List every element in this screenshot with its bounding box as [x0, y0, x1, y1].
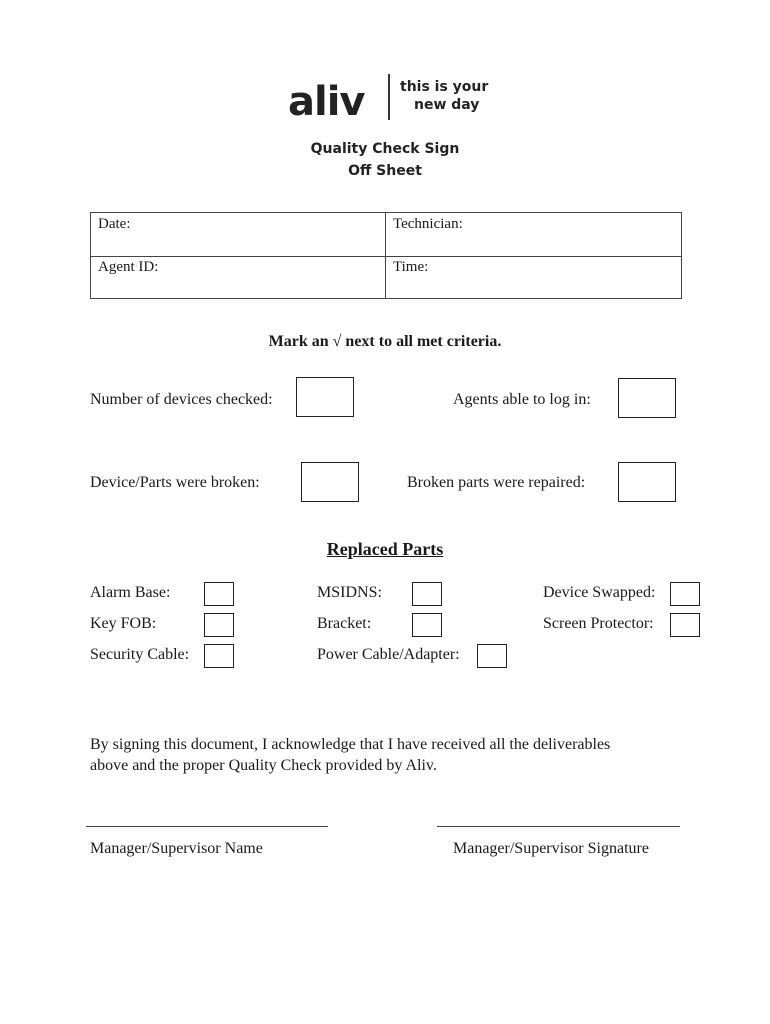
- msidns-label: MSIDNS:: [317, 584, 382, 601]
- screen-protector-label: Screen Protector:: [543, 615, 654, 632]
- devices-checked-label: Number of devices checked:: [90, 391, 273, 408]
- technician-field[interactable]: Technician:: [393, 216, 463, 232]
- device-swapped-label: Device Swapped:: [543, 584, 656, 601]
- logo-tagline: [400, 78, 488, 114]
- screen-protector-checkbox[interactable]: [670, 613, 700, 637]
- security-cable-checkbox[interactable]: [204, 644, 234, 668]
- agents-log-in-label: Agents able to log in:: [453, 391, 591, 408]
- parts-broken-box[interactable]: [301, 462, 359, 502]
- logo-divider: [388, 74, 390, 120]
- power-cable-label: Power Cable/Adapter:: [317, 646, 460, 663]
- parts-repaired-label: Broken parts were repaired:: [407, 474, 586, 491]
- acknowledgement-line2: above and the proper Quality Check provided by Aliv.: [90, 757, 437, 774]
- page-title-line2: Off Sheet: [348, 163, 422, 179]
- alarm-base-label: Alarm Base:: [90, 584, 171, 601]
- power-cable-checkbox[interactable]: [477, 644, 507, 668]
- security-cable-label: Security Cable:: [90, 646, 190, 663]
- signature-line[interactable]: [437, 826, 680, 827]
- instruction-text: Mark an √ next to all met criteria.: [268, 333, 502, 350]
- parts-broken-label: Device/Parts were broken:: [90, 474, 260, 491]
- devices-checked-box[interactable]: [296, 377, 354, 417]
- replaced-parts-heading: Replaced Parts: [326, 539, 444, 559]
- logo-tagline-line2: new day: [414, 97, 480, 113]
- page-title-line1: Quality Check Sign: [310, 141, 460, 157]
- key-fob-label: Key FOB:: [90, 615, 157, 632]
- date-field[interactable]: Date:: [98, 216, 131, 232]
- bracket-checkbox[interactable]: [412, 613, 442, 637]
- logo-tagline-line1: this is your: [400, 79, 489, 95]
- bracket-label: Bracket:: [317, 615, 372, 632]
- agent-id-field[interactable]: Agent ID:: [98, 259, 159, 275]
- table-divider-horizontal: [91, 256, 681, 257]
- alarm-base-checkbox[interactable]: [204, 582, 234, 606]
- parts-repaired-box[interactable]: [618, 462, 676, 502]
- agents-log-in-box[interactable]: [618, 378, 676, 418]
- key-fob-checkbox[interactable]: [204, 613, 234, 637]
- name-signature-line[interactable]: [86, 826, 328, 827]
- time-field[interactable]: Time:: [393, 259, 429, 275]
- manager-name-label: Manager/Supervisor Name: [90, 840, 263, 857]
- msidns-checkbox[interactable]: [412, 582, 442, 606]
- aliv-logo-wordmark: aliv: [288, 79, 365, 125]
- manager-signature-label: Manager/Supervisor Signature: [453, 840, 649, 857]
- device-swapped-checkbox[interactable]: [670, 582, 700, 606]
- acknowledgement-line1: By signing this document, I acknowledge that I have received all the deliverables: [90, 736, 611, 753]
- info-table: [90, 212, 682, 299]
